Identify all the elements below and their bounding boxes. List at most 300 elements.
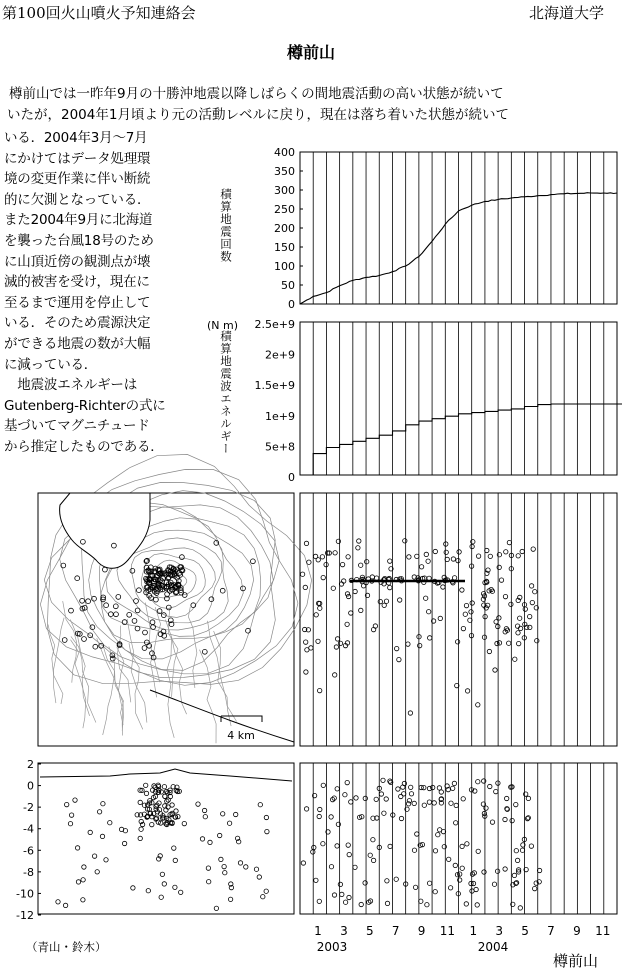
hypocenter-point — [101, 802, 105, 806]
event-point — [529, 844, 533, 848]
header-left: 第100回火山噴火予知連絡会 — [2, 4, 196, 22]
event-point — [460, 844, 464, 848]
hypocenter-point — [162, 882, 166, 886]
event-point — [382, 811, 386, 815]
event-point — [407, 799, 411, 803]
event-point — [303, 585, 307, 589]
event-point — [347, 895, 351, 899]
event-point — [514, 849, 518, 853]
footer-label: 樽前山 — [553, 952, 599, 970]
event-point — [304, 670, 308, 674]
event-point — [314, 878, 318, 882]
event-point — [422, 803, 426, 807]
event-point — [385, 901, 389, 905]
event-point — [363, 881, 367, 885]
event-point — [384, 797, 388, 801]
event-point — [396, 787, 400, 791]
hypocenter-point — [95, 870, 99, 874]
hypocenter-point — [131, 886, 135, 890]
event-point — [484, 806, 488, 810]
hypocenter-point — [100, 834, 104, 838]
event-point — [371, 838, 375, 842]
event-point — [533, 886, 537, 890]
event-point — [409, 792, 413, 796]
event-point — [304, 807, 308, 811]
hypocenter-point — [227, 821, 231, 825]
count-ytick-label: 100 — [274, 260, 295, 273]
event-point — [347, 852, 351, 856]
event-point — [520, 549, 524, 553]
event-point — [455, 640, 459, 644]
event-point — [397, 657, 401, 661]
depth-tick-label: -10 — [16, 887, 34, 901]
year-label-2003: 2003 — [316, 940, 348, 954]
event-point — [406, 642, 410, 646]
event-point — [438, 616, 442, 620]
event-point — [346, 594, 350, 598]
energy-ytick-label: 1e+9 — [265, 409, 295, 423]
event-point — [313, 554, 317, 558]
hypocenter-point — [104, 858, 108, 862]
event-point — [385, 879, 389, 883]
event-point — [528, 614, 532, 618]
event-point — [409, 785, 413, 789]
event-point — [460, 588, 464, 592]
energy-ytick-label: 2.5e+9 — [254, 318, 295, 331]
paragraph-line: いる．そのため震源決定 — [4, 315, 151, 332]
event-point — [413, 885, 417, 889]
topography-profile — [40, 769, 292, 781]
paragraph-line: 基づいてマグニチュード — [4, 418, 150, 435]
event-point — [518, 626, 522, 630]
hypocenter-point — [122, 841, 126, 845]
event-point — [517, 641, 521, 645]
event-point — [318, 807, 322, 811]
month-tick-label: 5 — [365, 924, 374, 938]
event-point — [332, 893, 336, 897]
year-label-2004: 2004 — [477, 940, 509, 954]
hypocenter-point — [221, 812, 225, 816]
hypocenter-point — [196, 802, 200, 806]
epicenter-map — [38, 454, 312, 746]
cumulative-energy-chart — [255, 318, 622, 484]
hypocenter-point — [56, 900, 60, 904]
energy-ytick-label: 1.5e+9 — [254, 379, 295, 393]
hypocenter-point — [159, 895, 163, 899]
event-point — [333, 673, 337, 677]
hypocenter-point — [138, 800, 142, 804]
event-point — [321, 842, 325, 846]
hypocenter-point — [172, 846, 176, 850]
hypocenter-point — [69, 813, 73, 817]
hypocenter-point — [162, 785, 166, 789]
event-point — [304, 640, 308, 644]
event-point — [318, 688, 322, 692]
event-point — [342, 579, 346, 583]
event-point — [454, 821, 458, 825]
event-point — [333, 551, 337, 555]
hypocenter-point — [234, 812, 238, 816]
event-point — [343, 900, 347, 904]
hypocenter-point — [144, 783, 148, 787]
header-right: 北海道大学 — [528, 4, 604, 22]
event-point — [317, 814, 321, 818]
event-point — [493, 668, 497, 672]
event-point — [316, 639, 320, 643]
event-point — [399, 816, 403, 820]
hypocenter-point — [88, 830, 92, 834]
event-point — [353, 865, 357, 869]
time-latitude-plot — [300, 493, 617, 746]
event-point — [518, 906, 522, 910]
event-point — [312, 845, 316, 849]
event-point — [444, 550, 448, 554]
event-point — [321, 783, 325, 787]
event-point — [427, 610, 431, 614]
energy-ylabel: 積算地震波エネルギー — [219, 330, 233, 455]
event-point — [359, 563, 363, 567]
event-point — [321, 575, 325, 579]
event-point — [340, 562, 344, 566]
event-point — [470, 601, 474, 605]
hypocenter-point — [257, 875, 261, 879]
paragraph-line: にかけてはデータ処理環 — [4, 150, 151, 167]
event-point — [490, 820, 494, 824]
hypocenter-point — [219, 857, 223, 861]
hypocenter-point — [92, 854, 96, 858]
hypocenter-point — [258, 803, 262, 807]
paragraph-line: に山頂近傍の観測点が壊 — [4, 253, 151, 270]
count-ytick-label: 150 — [274, 241, 295, 254]
month-tick-label: 9 — [417, 924, 426, 938]
event-point — [437, 786, 441, 790]
hypocenter-point — [218, 833, 222, 837]
hypocenter-point — [73, 798, 77, 802]
event-point — [503, 594, 507, 598]
event-point — [471, 540, 475, 544]
hypocenter-point — [108, 821, 112, 825]
event-point — [353, 589, 357, 593]
event-point — [510, 818, 514, 822]
hypocenter-point — [142, 803, 146, 807]
event-point — [476, 703, 480, 707]
event-point — [368, 853, 372, 857]
event-point — [499, 578, 503, 582]
event-point — [530, 600, 534, 604]
hypocenter-point — [182, 821, 186, 825]
event-point — [476, 849, 480, 853]
event-point — [346, 843, 350, 847]
event-point — [402, 792, 406, 796]
hypocenter-point — [76, 880, 80, 884]
event-point — [343, 793, 347, 797]
count-ytick-label: 50 — [281, 279, 295, 292]
event-point — [426, 559, 430, 563]
event-point — [349, 611, 353, 615]
cumulative-count-chart — [274, 146, 617, 311]
event-point — [427, 800, 431, 804]
month-tick-label: 7 — [391, 924, 400, 938]
hypocenter-point — [123, 829, 127, 833]
event-point — [482, 811, 486, 815]
event-point — [512, 873, 516, 877]
hypocenter-point — [206, 866, 210, 870]
month-tick-label: 11 — [595, 924, 611, 938]
event-point — [338, 882, 342, 886]
hypocenter-point — [144, 791, 148, 795]
event-point — [433, 549, 437, 553]
event-point — [382, 603, 386, 607]
paragraph-line: また2004年9月に北海道 — [4, 212, 153, 229]
event-point — [318, 606, 322, 610]
paragraph-line: Gutenberg-Richterの式に — [4, 397, 166, 414]
event-point — [424, 552, 428, 556]
time-depth-plot — [300, 763, 617, 914]
hypocenter-point — [203, 815, 207, 819]
depth-tick-label: 0 — [27, 779, 34, 793]
event-point — [482, 635, 486, 639]
event-point — [454, 803, 458, 807]
event-point — [371, 627, 375, 631]
event-point — [363, 796, 367, 800]
event-point — [388, 559, 392, 563]
energy-series-line — [300, 404, 622, 475]
hypocenter-point — [81, 878, 85, 882]
event-point — [301, 861, 305, 865]
hypocenter-point — [207, 880, 211, 884]
hypocenter-point — [200, 837, 204, 841]
event-point — [388, 844, 392, 848]
event-point — [307, 560, 311, 564]
depth-tick-label: 2 — [27, 758, 34, 771]
event-point — [433, 849, 437, 853]
count-ytick-label: 200 — [274, 222, 295, 235]
count-ytick-label: 350 — [274, 165, 295, 178]
event-point — [526, 796, 530, 800]
month-tick-label: 7 — [547, 924, 555, 938]
hypocenter-point — [261, 895, 265, 899]
event-point — [441, 585, 445, 589]
event-point — [469, 610, 473, 614]
event-point — [335, 637, 339, 641]
month-tick-label: 3 — [495, 924, 504, 938]
event-point — [345, 622, 349, 626]
paragraph-line: 至るまで運用を停止して — [4, 294, 151, 311]
paragraph-line: 的に欠測となっている． — [4, 191, 151, 208]
event-point — [419, 565, 423, 569]
hypocenter-point — [173, 885, 177, 889]
event-point — [448, 886, 452, 890]
event-point — [346, 555, 350, 559]
event-point — [497, 565, 501, 569]
event-point — [513, 657, 517, 661]
hypocenter-point — [150, 822, 154, 826]
event-point — [476, 554, 480, 558]
event-point — [357, 539, 361, 543]
paragraph-line: から推定したものである． — [4, 438, 164, 455]
event-point — [359, 608, 363, 612]
event-point — [436, 833, 440, 837]
event-point — [354, 796, 358, 800]
event-point — [509, 602, 513, 606]
event-point — [492, 882, 496, 886]
energy-unit: (N m) — [207, 319, 239, 332]
hypocenter-point — [160, 872, 164, 876]
event-point — [488, 784, 492, 788]
event-point — [349, 800, 353, 804]
event-point — [461, 797, 465, 801]
hypocenter-point — [208, 840, 212, 844]
hypocenter-point — [139, 827, 143, 831]
event-point — [507, 641, 511, 645]
event-point — [516, 554, 520, 558]
scale-label: 4 km — [227, 729, 255, 742]
event-point — [359, 902, 363, 906]
paragraph-line: いたが，2004年1月頃より元の活動レベルに戻り，現在は落ち着いた状態が続いて — [7, 106, 509, 123]
event-point — [529, 584, 533, 588]
event-point — [412, 848, 416, 852]
event-point — [451, 557, 455, 561]
event-point — [356, 546, 360, 550]
event-point — [401, 785, 405, 789]
event-point — [427, 881, 431, 885]
hypocenter-point — [173, 858, 177, 862]
event-point — [520, 848, 524, 852]
month-tick-label: 1 — [469, 924, 478, 938]
event-point — [514, 802, 518, 806]
event-point — [456, 558, 460, 562]
event-point — [340, 892, 344, 896]
event-point — [482, 870, 486, 874]
event-point — [361, 584, 365, 588]
energy-ytick-label: 2e+9 — [265, 348, 295, 362]
hypocenter-point — [238, 861, 242, 865]
paragraph-line: いる．2004年3月～7月 — [4, 130, 148, 146]
credit: （青山・鈴木） — [26, 940, 107, 954]
event-point — [425, 903, 429, 907]
event-point — [447, 857, 451, 861]
event-point — [474, 887, 478, 891]
event-point — [365, 560, 369, 564]
event-point — [535, 639, 539, 643]
hypocenter-point — [223, 871, 227, 875]
month-tick-label: 5 — [521, 924, 529, 938]
event-point — [394, 877, 398, 881]
hypocenter-point — [222, 864, 226, 868]
event-point — [442, 845, 446, 849]
event-point — [463, 612, 467, 616]
event-point — [424, 596, 428, 600]
event-point — [505, 796, 509, 800]
event-point — [533, 590, 537, 594]
event-point — [415, 554, 419, 558]
event-point — [398, 598, 402, 602]
event-point — [407, 555, 411, 559]
event-point — [503, 817, 507, 821]
event-point — [317, 899, 321, 903]
count-ytick-label: 0 — [288, 298, 295, 311]
depth-tick-label: -12 — [16, 909, 34, 922]
event-point — [335, 787, 339, 791]
event-point — [497, 616, 501, 620]
event-point — [487, 649, 491, 653]
event-point — [451, 786, 455, 790]
event-point — [329, 865, 333, 869]
event-point — [300, 572, 304, 576]
hypocenter-point — [97, 810, 101, 814]
event-point — [374, 576, 378, 580]
event-point — [384, 599, 388, 603]
hypocenter-point — [65, 802, 69, 806]
event-point — [331, 586, 335, 590]
hypocenter-point — [202, 808, 206, 812]
event-point — [476, 780, 480, 784]
paragraph-line: を襲った台風18号のため — [4, 232, 154, 249]
month-tick-label: 3 — [340, 924, 348, 938]
event-point — [515, 624, 519, 628]
hypocenter-point — [63, 903, 67, 907]
event-point — [428, 636, 432, 640]
hypocenter-point — [138, 836, 142, 840]
paragraph-line: 境の変更作業に伴い断続 — [4, 171, 151, 188]
event-point — [408, 711, 412, 715]
hypocenter-point — [265, 829, 269, 833]
depth-cross-section — [16, 758, 294, 922]
event-point — [449, 801, 453, 805]
event-point — [345, 780, 349, 784]
event-point — [334, 645, 338, 649]
event-point — [399, 794, 403, 798]
depth-tick-label: -6 — [23, 844, 34, 858]
hypocenter-point — [163, 794, 167, 798]
event-point — [388, 779, 392, 783]
event-point — [422, 785, 426, 789]
event-point — [371, 858, 375, 862]
event-point — [395, 646, 399, 650]
paragraph-line: に減っている． — [4, 356, 98, 373]
energy-ytick-label: 5e+8 — [265, 440, 295, 454]
energy-ytick-label: 0 — [288, 471, 295, 484]
event-point — [432, 801, 436, 805]
hypocenter-point — [244, 865, 248, 869]
hypocenter-point — [170, 803, 174, 807]
hypocenter-point — [68, 822, 72, 826]
event-point — [433, 890, 437, 894]
hypocenter-point — [146, 889, 150, 893]
hypocenter-point — [81, 898, 85, 902]
hypocenter-point — [228, 897, 232, 901]
event-point — [444, 542, 448, 546]
event-point — [406, 802, 410, 806]
count-ytick-label: 300 — [274, 184, 295, 197]
event-point — [494, 789, 498, 793]
event-point — [516, 631, 520, 635]
event-point — [329, 815, 333, 819]
paragraph-line: 地震波エネルギーは — [4, 377, 137, 394]
event-point — [461, 626, 465, 630]
count-ytick-label: 250 — [274, 203, 295, 216]
event-point — [465, 689, 469, 693]
count-ylabel: 積算地震回数 — [219, 188, 233, 263]
hypocenter-point — [264, 889, 268, 893]
event-point — [418, 643, 422, 647]
event-point — [494, 620, 498, 624]
event-point — [460, 866, 464, 870]
paragraph-line: 樽前山では一昨年9月の十勝沖地震以降しばらくの間地震活動の高い状態が続いて — [9, 86, 504, 102]
page-title: 樽前山 — [286, 43, 335, 62]
event-point — [338, 641, 342, 645]
event-point — [452, 781, 456, 785]
